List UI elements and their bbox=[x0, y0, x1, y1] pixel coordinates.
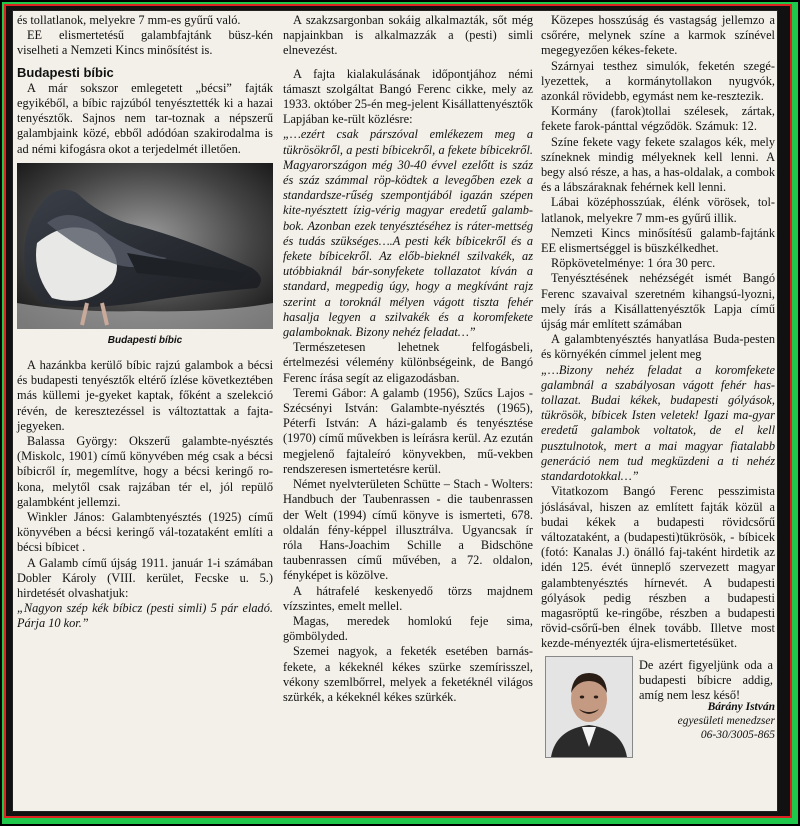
col2-paragraph-8: Szemei nagyok, a feketék esetében barnás-fekete, a kékeknél kékes szürke szemírisszel, vékony szemlbőrrel, melyek a feketéknél világos szürkék, a kékeknél kékes szürkék. bbox=[283, 644, 533, 704]
col1-quote: „Nagyon szép kék bíbicz (pesti simli) 5 pár eladó. Párja 10 kor.” bbox=[17, 601, 273, 631]
col1-paragraph-4: Winkler János: Galambtenyésztés (1925) című könyvében a bécsi keringő vál-tozataként említi a bécsi bíbicet . bbox=[17, 510, 273, 555]
col3-paragraph-6: Nemzeti Kincs minősítésű galamb-fajtánk EE elismertséggel is büszkélkedhet. bbox=[541, 225, 775, 256]
author-name: Bárány István bbox=[707, 700, 775, 713]
col3-quote: „…Bizony nehéz feladat a koromfekete galambnál a szabályosan vágott fehér has-tollazat. Budai kékek, budapesti gólyások, tükrösök, bíbicek Isten veletek! Igazi ma-gyar eredetű galambok voltatok, de el kell pusztulnotok, mert a mai magyar fiatalabb generáció nem tud megküzdeni a ti nehéz standardotokkal…” bbox=[541, 362, 775, 484]
col2-paragraph-5: Német nyelvterületen Schütte – Stach - Wolters: Handbuch der Taubenrassen - die taubenrassen der Welt (1994) című könyve is ismerteti, 678. oldalán fény-képpel illusztrálva. Ugyancsak ír róla Hans-Joachim Schille a Bidschöne taubenrassen című művében, a 72. oldalon, fényképet is közölve. bbox=[283, 477, 533, 583]
article-title: Budapesti bíbic bbox=[17, 64, 114, 80]
col3-paragraph-8: Tenyésztésének nehézségét ismét Bangó Ferenc szavaival szeretném kihangsú-lyozni, mely írás a Kisállattenyésztők Lapja című újság már említett számában bbox=[541, 271, 775, 332]
col2-paragraph-3: Természetesen lehetnek felfogásbeli, értelmezési vélemény különbségeink, de Bangó Ferenc írása segít az eligazodásban. bbox=[283, 340, 533, 385]
col3-paragraph-9: A galambtenyésztés hanyatlása Buda-pesten és környékén címmel jelent meg bbox=[541, 332, 775, 362]
author-phone: 06-30/3005-865 bbox=[700, 728, 775, 741]
col3-paragraph-3: Kormány (farok)tollai szélesek, zártak, fekete farok-pánttal végződök. Számuk: 12. bbox=[541, 104, 775, 134]
author-photo bbox=[546, 657, 632, 757]
col2-paragraph-4: Teremi Gábor: A galamb (1956), Szűcs Lajos - Szécsényi István: Galambte-nyésztés (1965), Péterfi István: A házi-galamb és tenyésztése (1970) című művekben is leírásra kerül. Az ezután megjelenő fajtaleíró könyvekben, mű-vekben rendszeresen ismertetésre kerül. bbox=[283, 385, 533, 476]
col2-paragraph-7: Magas, meredek homlokú feje sima, gömbölyded. bbox=[283, 613, 533, 644]
photo-caption: Budapesti bíbic bbox=[107, 334, 183, 346]
col1-paragraph-3: Balassa György: Okszerű galambte-nyésztés (Miskolc, 1901) című könyvében még csak a bécsi bíbicről ír, megemlítve, hogy a bécsi keringő ro-kona, melytől csak rajzában tér el, jól repülő galambként jellemzi. bbox=[17, 434, 273, 509]
closing-callout: De azért figyeljünk oda a budapesti bíbicre addig, amíg nem lesz késő! bbox=[639, 657, 773, 702]
author-role: egyesületi menedzser bbox=[677, 714, 775, 727]
intro-line-1: és tollatlanok, melyekre 7 mm-es gyűrű való. bbox=[17, 13, 241, 27]
pigeon-photo bbox=[17, 163, 273, 329]
col3-paragraph-4: Színe fekete vagy fekete szalagos kék, mely színeknek mindig mélyeknek kell lenni. A begy alsó része, a has, a has-oldalak, a combok és a lábszáraknak fehérnek kell lenni. bbox=[541, 134, 775, 195]
col1-paragraph-5: A Galamb című újság 1911. január 1-i számában Dobler Károly (VIII. kerület, Fecske u. 5.) hirdetését olvashatjuk: bbox=[17, 555, 273, 601]
col3-paragraph-7: Röpkövetelménye: 1 óra 30 perc. bbox=[551, 256, 716, 271]
pigeon-illustration bbox=[17, 163, 273, 329]
col2-paragraph-1: A szakzsargonban sokáig alkalmazták, sőt még napjainkban is alkalmazzák a (pesti) simli elnevezést. bbox=[283, 13, 533, 58]
column-3 bbox=[541, 13, 775, 756]
col3-paragraph-1: Közepes hosszúság és vastagság jellemzo a csőrére, melynek színe a karmok színével megegyezően kékes-fekete. bbox=[541, 13, 775, 58]
col2-quote: „…ezért csak párszóval emlékezem meg a tükrösökről, a pesti bíbicekről, a fekete bíbicekről. Magyarországon még 30-40 évvel ezelőtt is száz és száz számmal röp-ködtek a levegőben ezek a standardsze-rűség szempontjából igazán szépen kite-nyésztett ízig-vérig magyar eredetű galamb-bok. Azonban ezek tenyésztéséhez is ráter-mettség és tudás szükséges….A pesti kék bíbicekről és a fekete bíbicekről. Az előb-bieknél szilvakék, az utóbbiaknál bár-sonyfekete tollazatot kíván a standard, megpedig úgy, hogy a megkívánt rajz szerint a toroknál mélyen vágott tiszta fehér hasalja legyen a szilvakék és a koromfekete galamboknak. Bizony nehéz feladat…” bbox=[283, 127, 533, 340]
col1-paragraph-2: A hazánkba kerülő bíbic rajzú galambok a bécsi és budapesti tenyésztők eltérő ízlése következtében más küllemi je-gyeket kaptak, főként a szelekció révén, de keresztezéssel is változtattak a fajta-jegyeken. bbox=[17, 358, 273, 433]
column-1 bbox=[17, 13, 273, 632]
column-2 bbox=[283, 13, 533, 705]
col2-paragraph-6: A hátrafelé keskenyedő törzs majdnem vízszintes, emelt mellel. bbox=[283, 583, 533, 613]
col3-paragraph-5: Lábai középhosszúak, élénk vörösek, tol-latlanok, melyekre 7 mm-es gyűrű illik. bbox=[541, 195, 775, 225]
col3-paragraph-2: Szárnyai testhez simulók, feketén szegé-lyezettek, a kormánytollakon nyugvók, azonkál rövidebb, egymást nem ke-resztezik. bbox=[541, 58, 775, 104]
intro-line-2: EE elismertetésű galambfajtánk büsz-kén viselheti a Nemzeti Kincs minősítést is. bbox=[17, 28, 273, 58]
newspaper-page bbox=[12, 10, 778, 812]
col3-paragraph-10: Vitatkozom Bangó Ferenc pesszimista jóslásával, hiszen az említett fajták közül a budai kékek a budapesti rövidcsőrű változataként, a (budapesti)tükrösök, - bíbicek (fotó: Kanalas J.) önálló faj-taként hirdetik az idén 125. évét ünneplő szervezett magyar galambtenyésztés hírnevét. A budapesti gólyások pedig részben a budapesti magasröptű ke-ringőbe, részben a budapesti rövid-csőrű-ben élnek tovább. Illetve most kezde-ményezték újra-elismertetésüket. bbox=[541, 484, 775, 651]
author-portrait bbox=[545, 656, 633, 758]
author-signature bbox=[635, 700, 775, 742]
col2-paragraph-2: A fajta kialakulásának időpontjához némi támaszt szolgáltat Bangó Ferenc cikke, mely az 1933. október 25-én meg-jelent Kisállattenyésztők Lapjában ke-rült közlésre: bbox=[283, 66, 533, 127]
author-block bbox=[541, 656, 775, 756]
col1-paragraph-1: A már sokszor emlegetett „bécsi” fajták egyikéből, a bíbic rajzúból tenyésztették ki a hazai tenyésztők. Sajnos nem tar-toznak a népszerű galambjaink közé, ebből adódóan szakirodalma is ad némi kifogásra okot a terjedelmét illetően. bbox=[17, 80, 273, 156]
